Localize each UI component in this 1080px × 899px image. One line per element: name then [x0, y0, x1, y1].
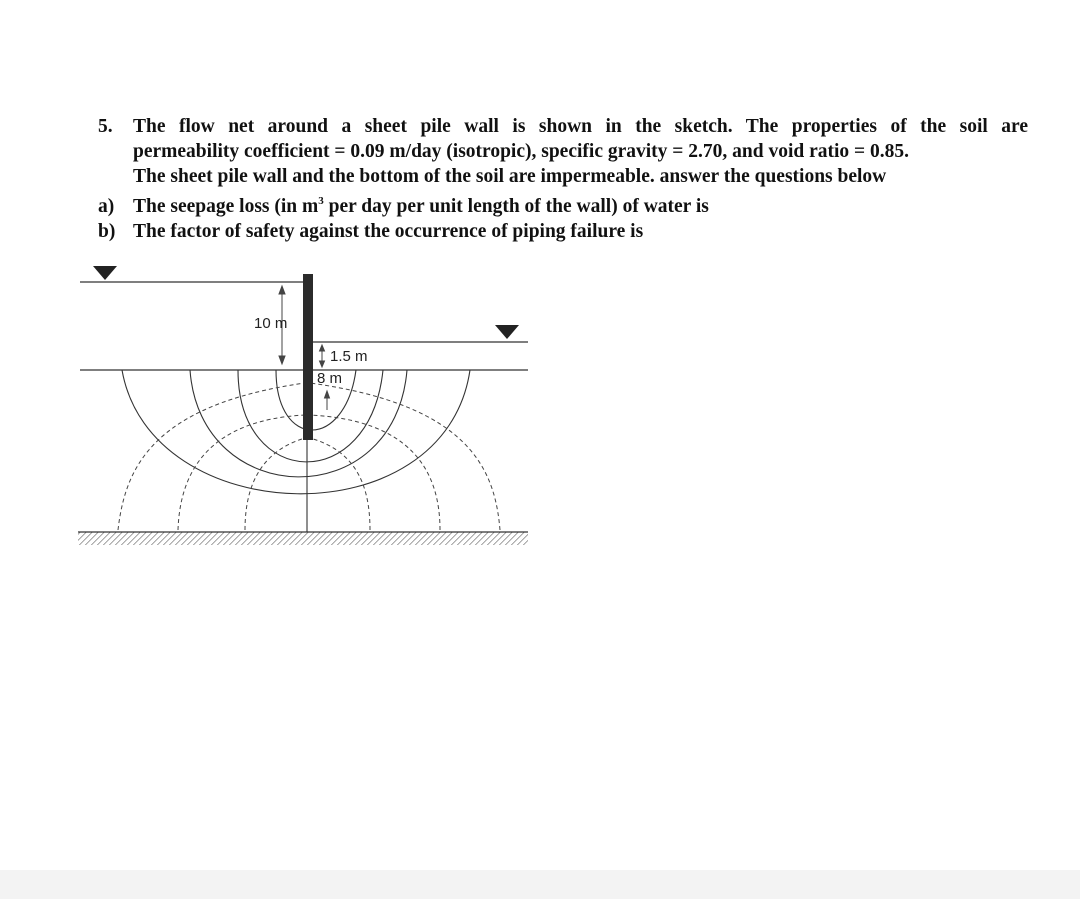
flow-line-1 [276, 370, 356, 430]
upstream-head-label: 10 m [254, 315, 288, 332]
equipotential-6 [310, 383, 500, 530]
flow-line-4 [122, 370, 470, 494]
page-footer-bar [0, 870, 1080, 899]
downstream-water-table-icon [495, 325, 519, 339]
downstream-depth-label: 1.5 m [330, 348, 368, 365]
question-a-text-after: per day per unit length of the wall) of water is [323, 196, 709, 217]
equipotential-3 [245, 438, 305, 530]
equipotential-2 [178, 415, 305, 530]
problem-text-line-2: permeability coefficient = 0.09 m/day (isotropic), specific gravity = 2.70, and void ratio = 0.85. [133, 141, 910, 162]
upstream-water-table-icon [93, 266, 117, 280]
problem-text-line-1: The flow net around a sheet pile wall is shown in the sketch. The properties of the soil are [133, 116, 1028, 137]
pile-embedment-dimension [325, 391, 330, 410]
problem-text-line-3: The sheet pile wall and the bottom of the soil are impermeable. answer the questions below [133, 166, 887, 187]
downstream-depth-dimension [320, 345, 325, 367]
pile-embedment-label: 8 m [317, 370, 343, 387]
flow-lines [122, 370, 470, 532]
sheet-pile-wall [303, 274, 313, 440]
question-a-label: a) [98, 196, 115, 217]
equipotential-1 [118, 383, 305, 530]
question-b-text: The factor of safety against the occurrence of piping failure is [133, 221, 644, 242]
impermeable-base-hatch [78, 532, 528, 545]
problem-number: 5. [98, 116, 113, 137]
question-a-text-before: The seepage loss (in m [133, 196, 319, 217]
question-a-superscript: 3 [318, 195, 324, 207]
question-b-label: b) [98, 221, 116, 242]
